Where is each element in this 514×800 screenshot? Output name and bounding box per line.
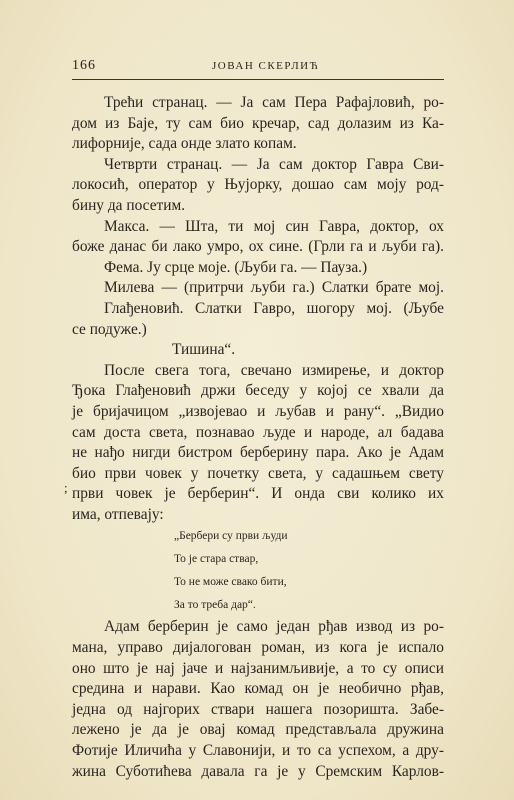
text-line: Трећи странац. — Ја сам Пера Рафајловић, ро- <box>104 94 444 111</box>
commentary-block <box>72 617 444 782</box>
stray-mark: ; <box>64 480 68 495</box>
text-line: био први човек у почетку света, у садашњем свету <box>72 464 444 482</box>
text-line: не нађо нигди бистром берберину пара. Ако је Адам <box>72 444 444 462</box>
text-line: Фема. Ју срце моје. (Љуби га. — Пауза.) <box>104 258 368 276</box>
text-line: Адам берберин је само један рђав извод из ро- <box>104 618 444 636</box>
text-line: средина и нарави. Као комад он је необично рђав, <box>72 680 444 698</box>
text-line: мана, управо дијалогован роман, из кога је испало <box>72 639 444 657</box>
text-line: сам доста света, познавао људе и народе, ал бадава <box>72 423 444 441</box>
body-text <box>72 93 444 782</box>
dialogue-block <box>72 93 444 525</box>
text-line: је бријачицом „извојевао и љубав и рану“. „Видио <box>72 402 444 420</box>
text-line: Макса. — Шта, ти мој син Гавра, доктор, ох <box>104 217 444 235</box>
text-line: има, отпевају: <box>72 505 164 523</box>
page-number: 166 <box>72 58 96 73</box>
page-header <box>72 58 444 78</box>
text-line: први човек је берберин“. И онда сви колико их <box>72 485 444 503</box>
text-line: Милева — (притрчи љуби га.) Слатки брате мој. <box>104 279 444 297</box>
running-head: ЈОВАН СКЕРЛИЋ <box>212 60 320 72</box>
header-rule <box>72 79 444 80</box>
text-line: боже данас би лако умро, ох сине. (Грли га и љуби га). <box>72 238 444 256</box>
song-verse <box>72 525 444 617</box>
text-line: Глађеновић. Слатки Гавро, шогору мој. (Љубе <box>104 299 444 317</box>
text-line: једна од најгорих ствари нашега позоришта. Забе- <box>72 700 444 718</box>
verse-line: То је стара ствар, <box>174 553 259 566</box>
text-line: лежено је да је овај комад представљала дружина <box>72 721 444 739</box>
text-line: Фотије Иличића у Славонији, и то са успехом, а дру- <box>72 742 444 760</box>
text-line: дом из Баје, ту сам био кречар, сад долазим из Ка- <box>72 114 444 132</box>
verse-line: То не може свако бити, <box>174 576 287 589</box>
text-line: жина Суботићева давала га је у Сремским Карлов- <box>72 762 444 780</box>
text-line: оно што је нај јаче и најзанимљивије, а то су описи <box>72 659 444 677</box>
text-line: Четврти странац. — Ја сам доктор Гавра Сви- <box>104 155 444 173</box>
text-line: Тишина“. <box>172 341 236 359</box>
text-line: лифорније, сада онде злато копам. <box>72 135 297 153</box>
text-line: После свега тога, свечано измирење, и доктор <box>104 361 444 379</box>
text-line: Ђока Глађеновић држи беседу у којој се хвали да <box>72 382 444 400</box>
text-line: се подуже.) <box>72 320 147 338</box>
text-line: бину да посетим. <box>72 196 186 214</box>
verse-line: „Бербери су први људи <box>174 530 288 543</box>
text-line: локосић, оператор у Њујорку, дошао сам моју род- <box>72 176 444 194</box>
verse-line: За то треба дар“. <box>174 599 256 612</box>
